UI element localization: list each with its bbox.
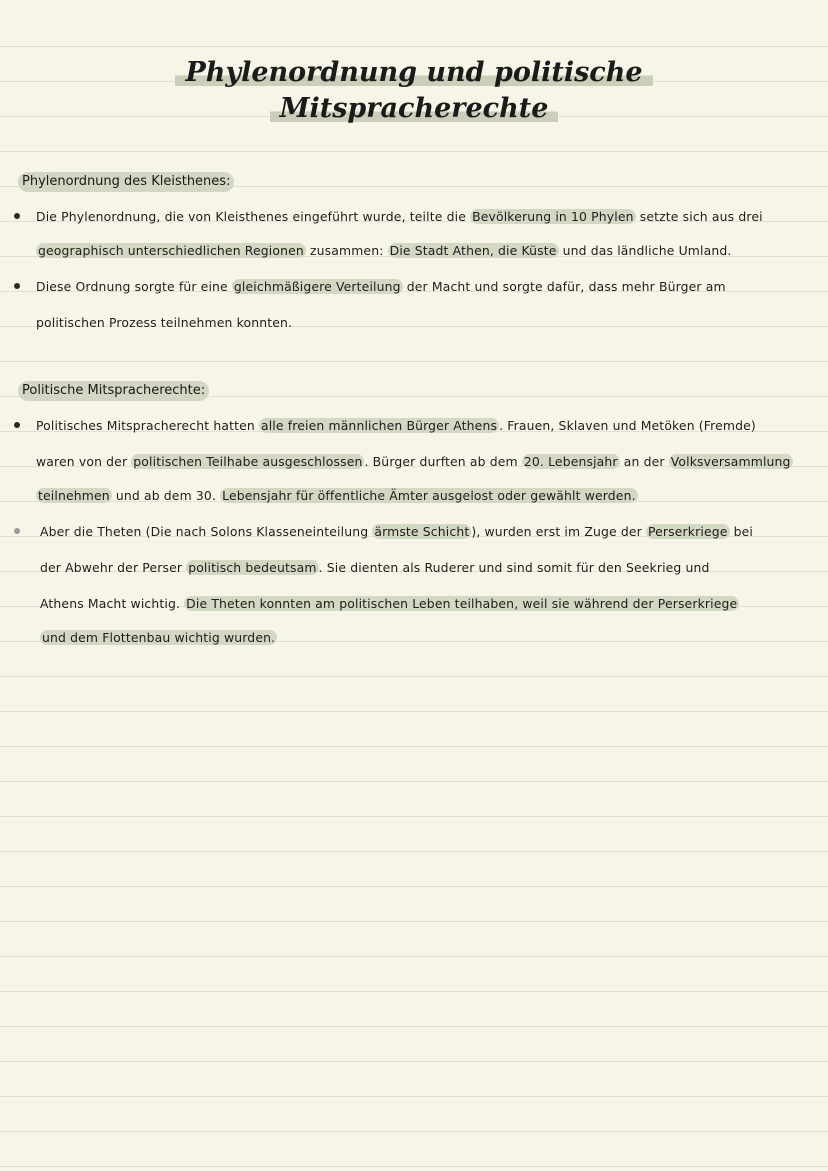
text-line: Aber die Theten (Die nach Solons Klasseneinteilung ärmste Schicht ), wurden erst im Zuge der Perserkriege bei <box>40 524 753 539</box>
title-line-1: Phylenordnung und politische <box>175 56 652 90</box>
text-line: Diese Ordnung sorgte für eine gleichmäßigere Verteilung der Macht und sorgte dafür, dass mehr Bürger am <box>36 279 726 294</box>
bullet-point <box>14 283 20 289</box>
text-line: geographisch unterschiedlichen Regionen zusammen: Die Stadt Athen, die Küste und das ländliche Umland. <box>38 243 732 258</box>
text-line: und dem Flottenbau wichtig wurden. <box>42 630 276 645</box>
text-line: waren von der politischen Teilhabe ausgeschlossen . Bürger durften ab dem 20. Lebensjahr an der Volksversammlung <box>36 454 791 469</box>
text-line: teilnehmen und ab dem 30. Lebensjahr für öffentliche Ämter ausgelost oder gewählt werden. <box>38 488 636 503</box>
bullet-point <box>14 528 20 534</box>
page-title <box>0 56 828 126</box>
text-line: der Abwehr der Perser politisch bedeutsam . Sie dienten als Ruderer und sind somit für den Seekrieg und <box>40 560 710 575</box>
heading-mitspracherechte: Politische Mitspracherechte: <box>18 381 209 401</box>
text-line: politischen Prozess teilnehmen konnten. <box>36 315 293 330</box>
text-line: Die Phylenordnung, die von Kleisthenes eingeführt wurde, teilte die Bevölkerung in 10 Phylen setzte sich aus drei <box>36 209 763 224</box>
title-line-2: Mitspracherechte <box>270 92 559 126</box>
heading-phylenordnung: Phylenordnung des Kleisthenes: <box>18 172 234 192</box>
bullet-point <box>14 422 20 428</box>
text-line: Athens Macht wichtig. Die Theten konnten am politischen Leben teilhaben, weil sie während der Perserkriege <box>40 596 738 611</box>
bullet-point <box>14 213 20 219</box>
text-line: Politisches Mitspracherecht hatten alle freien männlichen Bürger Athens . Frauen, Sklaven und Metöken (Fremde) <box>36 418 756 433</box>
